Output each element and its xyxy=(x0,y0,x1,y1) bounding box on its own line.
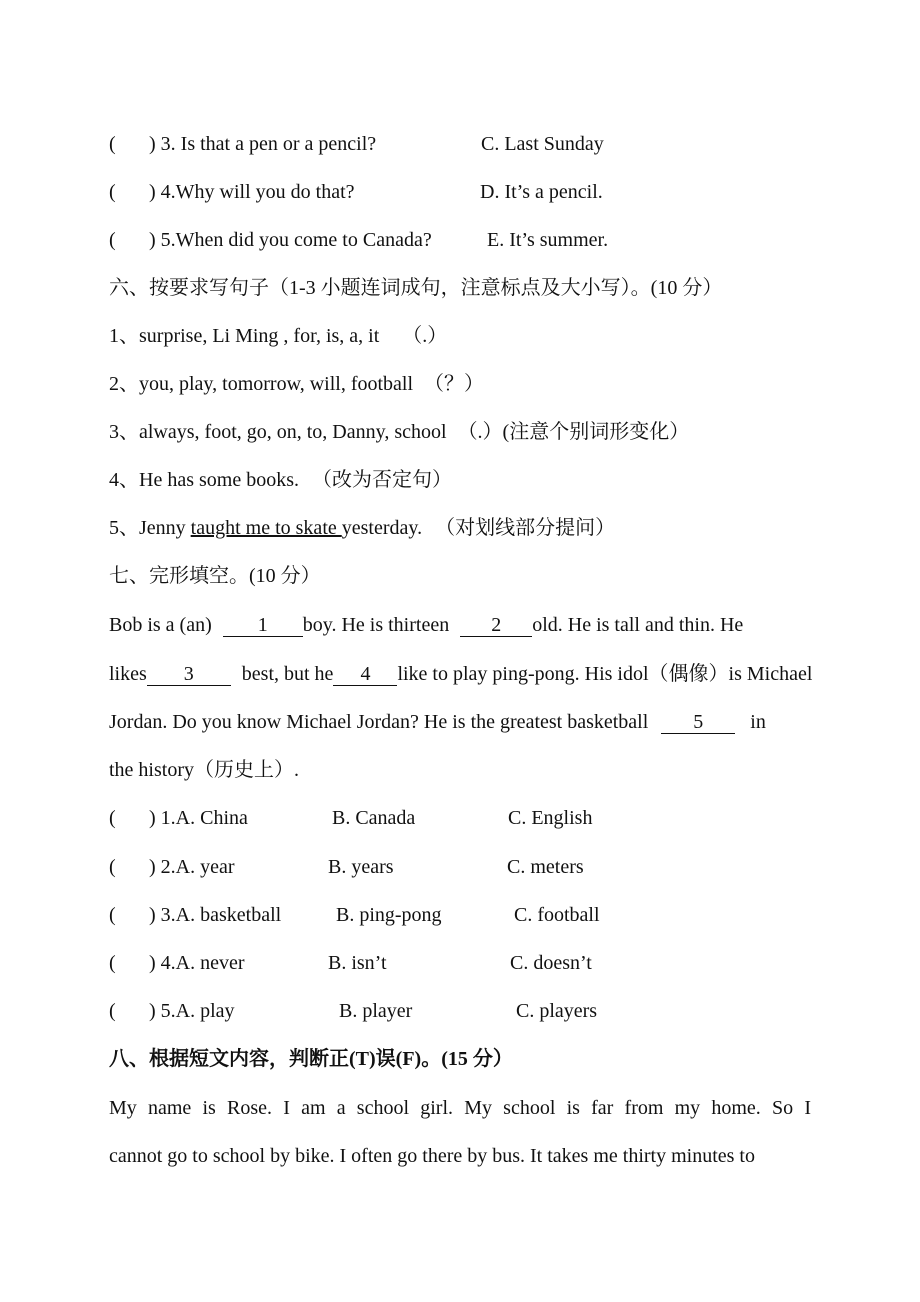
section8-heading: 八、根据短文内容，判断正(T)误(F)。(15 分） xyxy=(109,1048,513,1070)
item-text: you, play, tomorrow, will, football xyxy=(139,373,414,395)
cloze-text: like to play ping-pong. His idol（偶像）is Michael xyxy=(397,663,813,685)
blank-2: 2 xyxy=(460,614,532,637)
item-hint: （？） xyxy=(424,373,485,395)
item-text: surprise, Li Ming , for, is, a, it xyxy=(139,325,380,347)
paren-close: ) xyxy=(149,807,156,829)
question-number: 5. xyxy=(160,1000,176,1022)
option-row xyxy=(109,901,600,929)
item-text: always, foot, go, on, to, Danny, school xyxy=(139,421,447,443)
question-text: Why will you do that? xyxy=(175,181,355,203)
cloze-text: boy. He is thirteen xyxy=(302,614,450,636)
option-a: A. basketball xyxy=(175,904,282,926)
answer-option: D. It’s a pencil. xyxy=(480,181,603,203)
option-b: B. player xyxy=(339,1000,413,1022)
cloze-line: the history（历史上）. xyxy=(109,759,299,781)
paren-close: ) xyxy=(149,181,156,203)
cloze-text: best, but he xyxy=(241,663,334,685)
paren-close: ) xyxy=(149,904,156,926)
option-a: A. year xyxy=(175,856,235,878)
cloze-text: in xyxy=(750,711,766,733)
item-number: 2、 xyxy=(109,373,139,395)
item-hint: （改为否定句） xyxy=(311,469,452,491)
section6-heading: 六、按要求写句子（1-3 小题连词成句，注意标点及大小写）。(10 分） xyxy=(109,277,723,299)
item-hint: （.）(注意个别词形变化） xyxy=(457,421,690,443)
paren-open: ( xyxy=(109,229,116,251)
option-a: A. never xyxy=(175,952,245,974)
option-b: B. years xyxy=(328,856,394,878)
section7-heading: 七、完形填空。(10 分） xyxy=(109,565,321,587)
option-row xyxy=(109,949,592,977)
question-number: 3. xyxy=(160,904,176,926)
option-c: C. players xyxy=(516,1000,598,1022)
sentence-item xyxy=(109,322,447,350)
blank-5: 5 xyxy=(661,711,735,734)
paren-open: ( xyxy=(109,181,116,203)
option-c: C. meters xyxy=(507,856,584,878)
item-hint: （.） xyxy=(402,325,448,347)
paren-close: ) xyxy=(149,952,156,974)
question-number: 4. xyxy=(160,952,176,974)
item-hint: （对划线部分提问） xyxy=(435,517,616,539)
blank-1: 1 xyxy=(223,614,303,637)
paren-close: ) xyxy=(149,133,156,155)
sentence-item xyxy=(109,466,452,494)
cloze-text: old. He is tall and thin. He xyxy=(532,614,744,636)
cloze-line xyxy=(109,611,743,639)
answer-option: C. Last Sunday xyxy=(481,133,604,155)
item-number: 1、 xyxy=(109,325,139,347)
paren-open: ( xyxy=(109,133,116,155)
item-number: 3、 xyxy=(109,421,139,443)
item-text-pre: Jenny xyxy=(139,517,191,539)
item-number: 5、 xyxy=(109,517,139,539)
blank-3: 3 xyxy=(147,663,231,686)
paren-open: ( xyxy=(109,807,116,829)
passage-line: cannot go to school by bike. I often go there by bus. It takes me thirty minutes to xyxy=(109,1145,755,1167)
item-number: 4、 xyxy=(109,469,139,491)
option-c: C. English xyxy=(508,807,593,829)
cloze-text: likes xyxy=(109,663,147,685)
option-c: C. doesn’t xyxy=(510,952,592,974)
blank-4: 4 xyxy=(333,663,397,686)
cloze-line xyxy=(109,660,812,688)
option-row xyxy=(109,853,584,881)
question-number: 3. xyxy=(160,133,176,155)
match-row xyxy=(109,226,609,254)
sentence-item xyxy=(109,514,615,542)
question-number: 5. xyxy=(160,229,176,251)
answer-option: E. It’s summer. xyxy=(487,229,609,251)
sentence-item xyxy=(109,418,689,446)
match-row xyxy=(109,130,604,158)
paren-open: ( xyxy=(109,1000,116,1022)
sentence-item xyxy=(109,370,484,398)
passage-line: My name is Rose. I am a school girl. My school is far from my home. So I xyxy=(109,1097,811,1119)
option-b: B. isn’t xyxy=(328,952,387,974)
question-number: 1. xyxy=(160,807,176,829)
option-c: C. football xyxy=(514,904,600,926)
cloze-line xyxy=(109,708,766,736)
question-number: 2. xyxy=(160,856,176,878)
paren-close: ) xyxy=(149,229,156,251)
underlined-phrase: taught me to skate xyxy=(190,517,342,539)
paren-open: ( xyxy=(109,952,116,974)
option-b: B. Canada xyxy=(332,807,416,829)
paren-open: ( xyxy=(109,904,116,926)
question-text: When did you come to Canada? xyxy=(175,229,432,251)
option-row xyxy=(109,804,593,832)
item-text-post: yesterday. xyxy=(341,517,423,539)
cloze-text: Jordan. Do you know Michael Jordan? He is the greatest basketball xyxy=(109,711,649,733)
paren-open: ( xyxy=(109,856,116,878)
item-text: He has some books. xyxy=(139,469,299,491)
option-b: B. ping-pong xyxy=(336,904,442,926)
option-a: A. China xyxy=(175,807,248,829)
option-row xyxy=(109,997,598,1025)
paren-close: ) xyxy=(149,1000,156,1022)
option-a: A. play xyxy=(175,1000,235,1022)
paren-close: ) xyxy=(149,856,156,878)
cloze-text: Bob is a (an) xyxy=(109,614,212,636)
match-row xyxy=(109,178,603,206)
question-number: 4. xyxy=(160,181,176,203)
question-text: Is that a pen or a pencil? xyxy=(180,133,377,155)
